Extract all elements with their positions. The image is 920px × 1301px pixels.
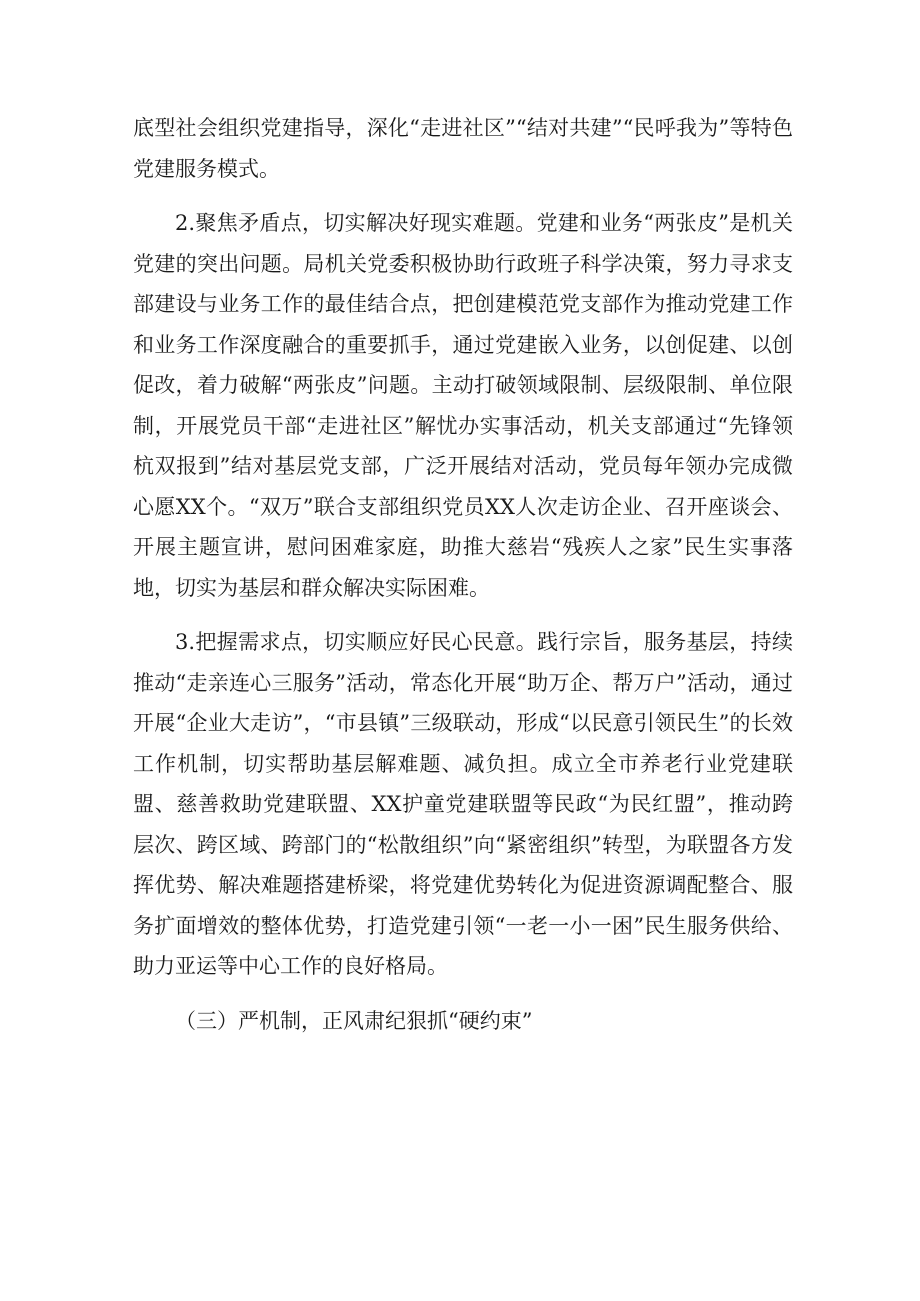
document-body — [133, 108, 793, 1041]
paragraph-continuation: 底型社会组织党建指导，深化“走进社区”“结对共建”“民呼我为”等特色党建服务模式。 — [133, 116, 793, 181]
paragraph-item-3: 3.把握需求点，切实顺应好民心民意。践行宗旨，服务基层，持续推动“走亲连心三服务”活动，常态化开展“助万企、帮万户”活动，通过开展“企业大走访”，“市县镇”三级联动，形成“以民意引领民生”的长效工作机制，切实帮助基层解难题、减负担。成立全市养老行业党建联盟、慈善救助党建联盟、XX护童党建联盟等民政“为民红盟”，推动跨层次、跨区域、跨部门的“松散组织”向“紧密组织”转型，为联盟各方发挥优势、解决难题搭建桥梁，将党建优势转化为促进资源调配整合、服务扩面增效的整体优势，打造党建引领“一老一小一困”民生服务供给、助力亚运等中心工作的良好格局。 — [133, 630, 793, 978]
paragraph-item-2: 2.聚焦矛盾点，切实解决好现实难题。党建和业务“两张皮”是机关党建的突出问题。局机关党委积极协助行政班子科学决策，努力寻求支部建设与业务工作的最佳结合点，把创建模范党支部作为推动党建工作和业务工作深度融合的重要抓手，通过党建嵌入业务，以创促建、以创促改，着力破解“两张皮”问题。主动打破领域限制、层级限制、单位限制，开展党员干部“走进社区”解忧办实事活动，机关支部通过“先锋领杭双报到”结对基层党支部，广泛开展结对活动，党员每年领办完成微心愿XX个。“双万”联合支部组织党员XX人次走访企业、召开座谈会、开展主题宣讲，慰问困难家庭，助推大慈岩“残疾人之家”民生实事落地，切实为基层和群众解决实际困难。 — [133, 211, 793, 600]
section-heading-3: （三）严机制，正风肃纪狠抓“硬约束” — [175, 1008, 533, 1033]
